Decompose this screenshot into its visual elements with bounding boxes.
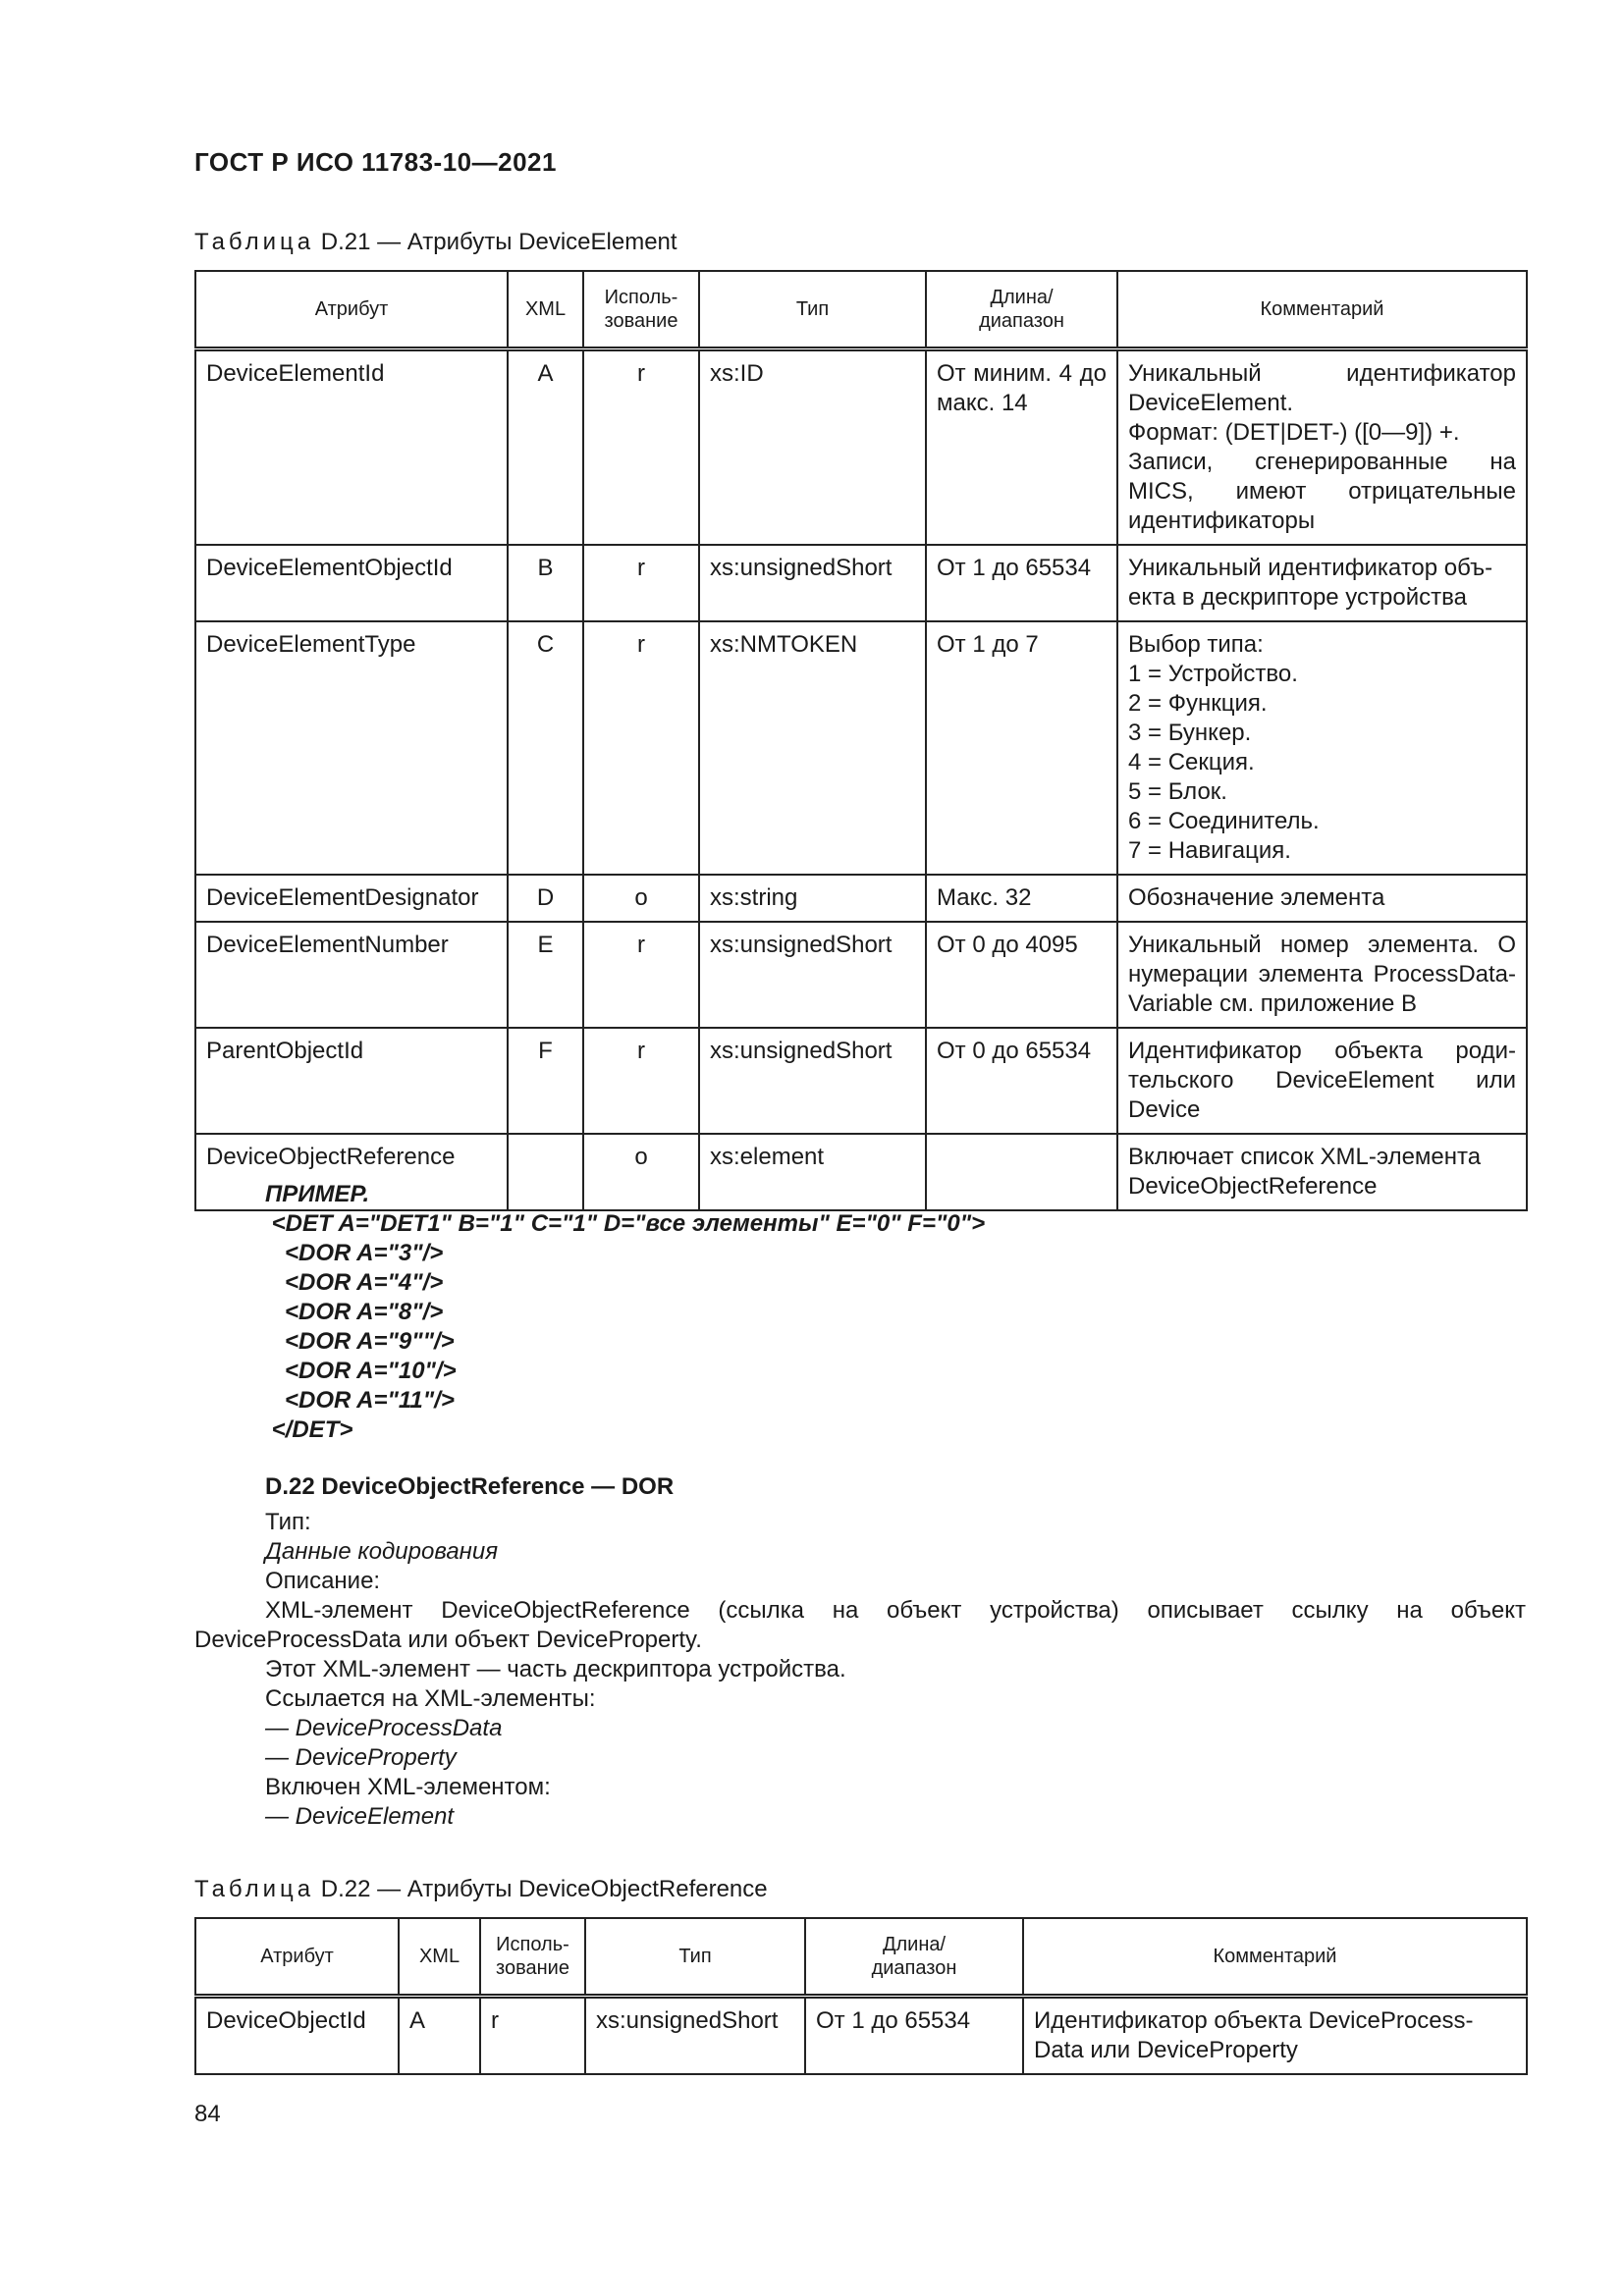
table-d21-caption (194, 229, 677, 256)
cell-comment: Идентификатор объекта DeviceProcess-Data или DeviceProperty (1023, 1997, 1527, 2075)
example-code-line: <DOR A="8"/> (265, 1299, 444, 1325)
column-header-type: Тип (585, 1918, 805, 1997)
cell-type: xs:unsignedShort (699, 1028, 926, 1134)
example-code-line: <DET A="DET1" B="1" C="1" D="все элементы" E="0" F="0"> (265, 1210, 986, 1237)
cell-type: xs:string (699, 875, 926, 922)
cell-usage: o (583, 875, 699, 922)
type-value: Данные кодирования (265, 1538, 499, 1565)
page-number: 84 (194, 2101, 221, 2127)
example-code-line: <DOR A="10"/> (265, 1358, 457, 1384)
cell-comment: Идентификатор объекта роди-тельского DeviceElement или Device (1117, 1028, 1527, 1134)
table-d21 (194, 270, 1528, 1211)
cell-comment: Обозначение элемента (1117, 875, 1527, 922)
cell-attribute: DeviceElementId (195, 349, 508, 546)
references-label: Ссылается на XML-элементы: (265, 1685, 596, 1712)
column-header-attribute: Атрибут (195, 271, 508, 349)
column-header-attribute: Атрибут (195, 1918, 399, 1997)
cell-range: От 1 до 7 (926, 621, 1117, 875)
column-header-range: Длина/ диапазон (805, 1918, 1023, 1997)
part-of-text: Этот XML-элемент — часть дескриптора устройства. (265, 1656, 846, 1682)
column-header-comment: Комментарий (1117, 271, 1527, 349)
cell-xml: E (508, 922, 583, 1028)
cell-range: От 1 до 65534 (926, 545, 1117, 621)
included-item: — DeviceElement (265, 1803, 455, 1830)
table-row (195, 922, 1527, 1028)
table-caption-text: D.21 — Атрибуты DeviceElement (314, 229, 677, 255)
included-label: Включен XML-элементом: (265, 1774, 551, 1800)
table-row (195, 1028, 1527, 1134)
cell-usage: r (480, 1997, 585, 2075)
column-header-xml: XML (399, 1918, 480, 1997)
column-header-usage: Исполь- зование (480, 1918, 585, 1997)
cell-range: От 0 до 4095 (926, 922, 1117, 1028)
table-header-row (195, 271, 1527, 349)
type-label: Тип: (265, 1509, 311, 1535)
cell-comment: Уникальный идентификатор DeviceElement. Формат: (DET|DET-) ([0—9]) +. Записи, сгенерированные на MICS, имеют отрицательные идентификаторы (1117, 349, 1527, 546)
cell-range: Макс. 32 (926, 875, 1117, 922)
table-caption-lead: Таблица (194, 1876, 315, 1902)
cell-type: xs:unsignedShort (699, 922, 926, 1028)
cell-usage: r (583, 545, 699, 621)
example-label: ПРИМЕР. (265, 1181, 370, 1207)
cell-type: xs:element (699, 1134, 926, 1210)
section-heading: D.22 DeviceObjectReference — DOR (265, 1473, 675, 1500)
cell-type: xs:unsignedShort (699, 545, 926, 621)
example-code-line: </DET> (265, 1416, 353, 1443)
cell-usage: o (583, 1134, 699, 1210)
cell-xml: D (508, 875, 583, 922)
table-d22 (194, 1917, 1528, 2075)
cell-attribute: DeviceElementType (195, 621, 508, 875)
cell-xml: A (508, 349, 583, 546)
example-code-line: <DOR A="9""/> (265, 1328, 455, 1355)
table-caption-text: D.22 — Атрибуты DeviceObjectReference (314, 1876, 768, 1902)
cell-type: xs:NMTOKEN (699, 621, 926, 875)
example-code-line: <DOR A="11"/> (265, 1387, 455, 1414)
reference-item: — DeviceProcessData (265, 1715, 503, 1741)
cell-range: От миним. 4 до макс. 14 (926, 349, 1117, 546)
cell-xml: C (508, 621, 583, 875)
cell-attribute: DeviceElementObjectId (195, 545, 508, 621)
cell-comment: Выбор типа: 1 = Устройство. 2 = Функция. 3 = Бункер. 4 = Секция. 5 = Блок. 6 = Соединитель. 7 = Навигация. (1117, 621, 1527, 875)
cell-xml: F (508, 1028, 583, 1134)
table-caption-lead: Таблица (194, 229, 315, 255)
cell-comment: Уникальный идентификатор объ-екта в дескрипторе устройства (1117, 545, 1527, 621)
cell-usage: r (583, 621, 699, 875)
table-d22-caption (194, 1876, 768, 1903)
column-header-comment: Комментарий (1023, 1918, 1527, 1997)
example-code-line: <DOR A="3"/> (265, 1240, 444, 1266)
table-row (195, 875, 1527, 922)
table-row (195, 1997, 1527, 2075)
cell-xml: A (399, 1997, 480, 2075)
cell-usage: r (583, 349, 699, 546)
cell-type: xs:ID (699, 349, 926, 546)
column-header-usage: Исполь- зование (583, 271, 699, 349)
column-header-xml: XML (508, 271, 583, 349)
table-row (195, 545, 1527, 621)
cell-comment: Включает список XML-элемента DeviceObjectReference (1117, 1134, 1527, 1210)
description-line-1: XML-элемент DeviceObjectReference (ссылка на объект устройства) описывает ссылку на объект (265, 1597, 1526, 1624)
table-row (195, 349, 1527, 546)
column-header-range: Длина/ диапазон (926, 271, 1117, 349)
section-d22 (194, 1472, 1526, 1832)
cell-usage: r (583, 1028, 699, 1134)
cell-range: От 1 до 65534 (805, 1997, 1023, 2075)
cell-usage: r (583, 922, 699, 1028)
cell-attribute: ParentObjectId (195, 1028, 508, 1134)
cell-attribute: DeviceObjectReference (195, 1134, 508, 1210)
example-block (265, 1180, 985, 1445)
table-header-row (195, 1918, 1527, 1997)
cell-type: xs:unsignedShort (585, 1997, 805, 2075)
table-row (195, 621, 1527, 875)
cell-attribute: DeviceElementDesignator (195, 875, 508, 922)
cell-comment: Уникальный номер элемента. О нумерации элемента ProcessData-Variable см. приложение B (1117, 922, 1527, 1028)
description-line-2: DeviceProcessData или объект DeviceProperty. (194, 1627, 702, 1653)
cell-attribute: DeviceElementNumber (195, 922, 508, 1028)
example-code-line: <DOR A="4"/> (265, 1269, 444, 1296)
reference-item: — DeviceProperty (265, 1744, 457, 1771)
cell-attribute: DeviceObjectId (195, 1997, 399, 2075)
cell-range: От 0 до 65534 (926, 1028, 1117, 1134)
column-header-type: Тип (699, 271, 926, 349)
document-header-title: ГОСТ Р ИСО 11783-10—2021 (194, 147, 557, 177)
description-label: Описание: (265, 1568, 381, 1594)
cell-xml: B (508, 545, 583, 621)
